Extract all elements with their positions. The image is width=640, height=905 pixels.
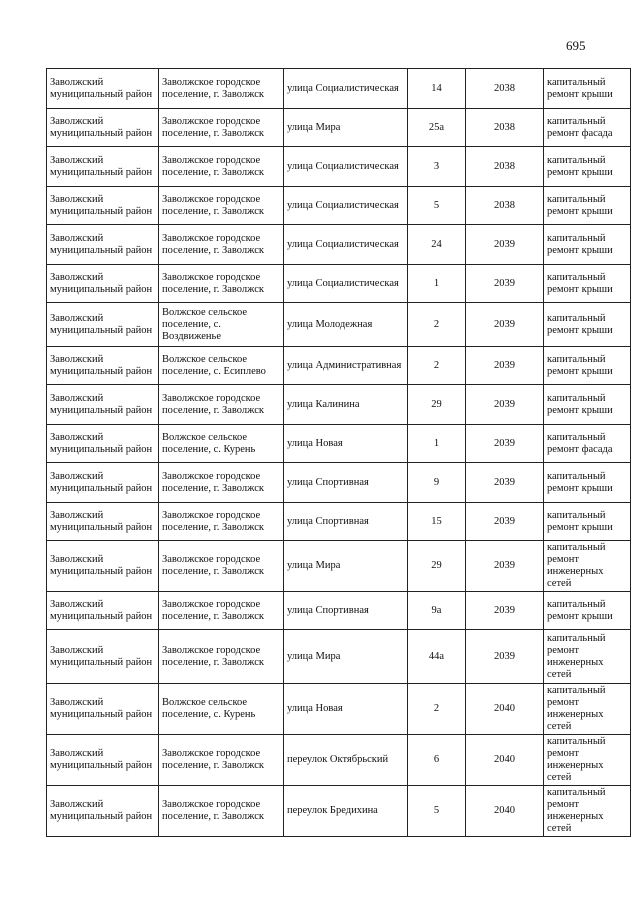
table-row [47,735,631,786]
house-number-cell: 1 [408,265,466,303]
settlement-cell: Заволжское городское поселение, г. Заволжск [159,109,284,147]
year-cell: 2040 [466,735,544,786]
street-cell: улица Спортивная [284,503,408,541]
settlement-cell: Заволжское городское поселение, г. Заволжск [159,187,284,225]
work-type-cell: капитальный ремонт крыши [544,592,631,630]
work-type-cell: капитальный ремонт инженерных сетей [544,786,631,837]
work-type-cell: капитальный ремонт крыши [544,187,631,225]
settlement-cell: Заволжское городское поселение, г. Заволжск [159,592,284,630]
house-number-cell: 3 [408,147,466,187]
settlement-cell: Заволжское городское поселение, г. Заволжск [159,630,284,684]
house-number-cell: 2 [408,684,466,735]
house-number-cell: 44а [408,630,466,684]
work-type-cell: капитальный ремонт крыши [544,225,631,265]
settlement-cell: Заволжское городское поселение, г. Заволжск [159,541,284,592]
street-cell: улица Социалистическая [284,69,408,109]
table-row [47,347,631,385]
year-cell: 2040 [466,684,544,735]
year-cell: 2038 [466,109,544,147]
house-number-cell: 29 [408,541,466,592]
year-cell: 2039 [466,303,544,347]
work-type-cell: капитальный ремонт инженерных сетей [544,541,631,592]
table-row [47,463,631,503]
district-cell: Заволжский муниципальный район [47,503,159,541]
page-number: 695 [566,38,586,53]
table-row [47,109,631,147]
year-cell: 2039 [466,265,544,303]
settlement-cell: Заволжское городское поселение, г. Заволжск [159,786,284,837]
year-cell: 2038 [466,147,544,187]
house-number-cell: 1 [408,425,466,463]
settlement-cell: Волжское сельское поселение, с. Есиплево [159,347,284,385]
street-cell: улица Административная [284,347,408,385]
year-cell: 2039 [466,503,544,541]
district-cell: Заволжский муниципальный район [47,109,159,147]
work-type-cell: капитальный ремонт крыши [544,463,631,503]
table-row [47,147,631,187]
year-cell: 2039 [466,541,544,592]
work-type-cell: капитальный ремонт крыши [544,503,631,541]
settlement-cell: Заволжское городское поселение, г. Заволжск [159,503,284,541]
district-cell: Заволжский муниципальный район [47,786,159,837]
work-type-cell: капитальный ремонт крыши [544,265,631,303]
work-type-cell: капитальный ремонт крыши [544,69,631,109]
district-cell: Заволжский муниципальный район [47,463,159,503]
district-cell: Заволжский муниципальный район [47,592,159,630]
table-row [47,303,631,347]
table-row [47,786,631,837]
year-cell: 2038 [466,187,544,225]
street-cell: улица Спортивная [284,463,408,503]
district-cell: Заволжский муниципальный район [47,265,159,303]
street-cell: улица Мира [284,630,408,684]
work-type-cell: капитальный ремонт крыши [544,147,631,187]
district-cell: Заволжский муниципальный район [47,630,159,684]
housing-repair-table [46,68,631,837]
street-cell: улица Мира [284,541,408,592]
district-cell: Заволжский муниципальный район [47,347,159,385]
year-cell: 2039 [466,463,544,503]
year-cell: 2040 [466,786,544,837]
house-number-cell: 14 [408,69,466,109]
settlement-cell: Заволжское городское поселение, г. Заволжск [159,735,284,786]
work-type-cell: капитальный ремонт инженерных сетей [544,630,631,684]
year-cell: 2038 [466,69,544,109]
street-cell: улица Социалистическая [284,187,408,225]
district-cell: Заволжский муниципальный район [47,385,159,425]
table-row [47,503,631,541]
district-cell: Заволжский муниципальный район [47,147,159,187]
table-row [47,592,631,630]
year-cell: 2039 [466,385,544,425]
house-number-cell: 25а [408,109,466,147]
house-number-cell: 5 [408,786,466,837]
street-cell: переулок Октябрьский [284,735,408,786]
settlement-cell: Заволжское городское поселение, г. Заволжск [159,265,284,303]
district-cell: Заволжский муниципальный район [47,684,159,735]
year-cell: 2039 [466,425,544,463]
house-number-cell: 15 [408,503,466,541]
district-cell: Заволжский муниципальный район [47,187,159,225]
street-cell: улица Новая [284,684,408,735]
work-type-cell: капитальный ремонт фасада [544,109,631,147]
work-type-cell: капитальный ремонт инженерных сетей [544,684,631,735]
street-cell: улица Социалистическая [284,225,408,265]
table-row [47,630,631,684]
table-row [47,425,631,463]
street-cell: улица Новая [284,425,408,463]
street-cell: улица Спортивная [284,592,408,630]
settlement-cell: Заволжское городское поселение, г. Заволжск [159,385,284,425]
settlement-cell: Волжское сельское поселение, с. Курень [159,684,284,735]
work-type-cell: капитальный ремонт инженерных сетей [544,735,631,786]
street-cell: улица Калинина [284,385,408,425]
street-cell: улица Молодежная [284,303,408,347]
settlement-cell: Волжское сельское поселение, с. Курень [159,425,284,463]
district-cell: Заволжский муниципальный район [47,541,159,592]
house-number-cell: 29 [408,385,466,425]
work-type-cell: капитальный ремонт крыши [544,385,631,425]
house-number-cell: 2 [408,347,466,385]
settlement-cell: Заволжское городское поселение, г. Заволжск [159,147,284,187]
table-row [47,385,631,425]
settlement-cell: Волжское сельское поселение, с. Воздвиженье [159,303,284,347]
settlement-cell: Заволжское городское поселение, г. Заволжск [159,463,284,503]
district-cell: Заволжский муниципальный район [47,303,159,347]
work-type-cell: капитальный ремонт крыши [544,347,631,385]
district-cell: Заволжский муниципальный район [47,425,159,463]
year-cell: 2039 [466,225,544,265]
year-cell: 2039 [466,347,544,385]
year-cell: 2039 [466,592,544,630]
district-cell: Заволжский муниципальный район [47,735,159,786]
house-number-cell: 9 [408,463,466,503]
house-number-cell: 6 [408,735,466,786]
street-cell: улица Социалистическая [284,147,408,187]
street-cell: улица Социалистическая [284,265,408,303]
work-type-cell: капитальный ремонт фасада [544,425,631,463]
table-row [47,225,631,265]
house-number-cell: 9а [408,592,466,630]
house-number-cell: 24 [408,225,466,265]
table-row [47,187,631,225]
house-number-cell: 5 [408,187,466,225]
table-row [47,265,631,303]
district-cell: Заволжский муниципальный район [47,69,159,109]
settlement-cell: Заволжское городское поселение, г. Заволжск [159,225,284,265]
house-number-cell: 2 [408,303,466,347]
table-row [47,684,631,735]
street-cell: переулок Бредихина [284,786,408,837]
district-cell: Заволжский муниципальный район [47,225,159,265]
settlement-cell: Заволжское городское поселение, г. Заволжск [159,69,284,109]
table-row [47,69,631,109]
year-cell: 2039 [466,630,544,684]
street-cell: улица Мира [284,109,408,147]
table-row [47,541,631,592]
work-type-cell: капитальный ремонт крыши [544,303,631,347]
